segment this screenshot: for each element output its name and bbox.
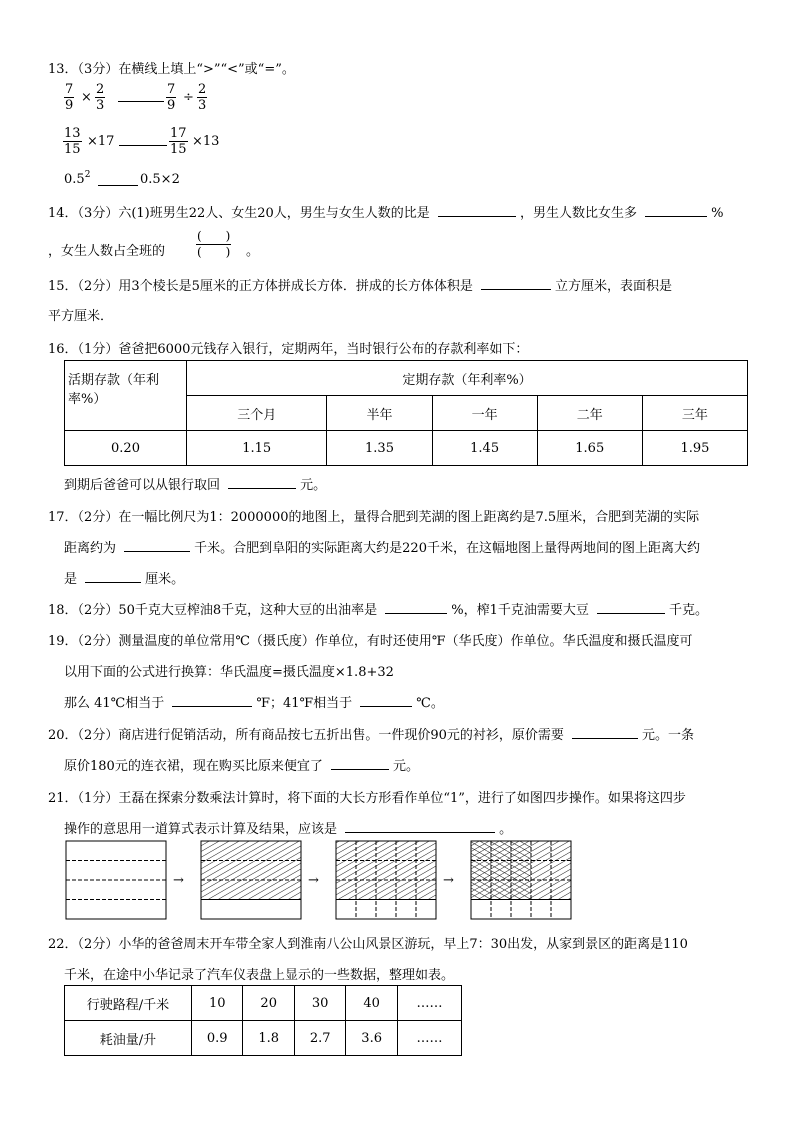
q13-right-expr: 0.5×2 [140,172,180,187]
q22-distance-cell: …… [397,986,461,1021]
q18-blank-kg[interactable] [597,600,665,614]
q22-fuel-cell: 2.7 [294,1021,345,1056]
q13-left-rest: ×17 [87,134,115,149]
q21-arrow-3: → [443,873,454,888]
q16-value-cell: 1.35 [327,431,432,466]
q20-line1: 20．（2分）商店进行促销活动，所有商品按七五折出售。一件现价90元的衬衫，原价需要 元。一条 [48,724,694,743]
q16-sub-header: 半年 [327,396,432,431]
q21-step2-rect [201,841,301,919]
q18-blank-rate[interactable] [385,600,447,614]
q20-line2: 原价180元的连衣裙，现在购买比原来便宜了 元。 [64,755,419,774]
q22-fuel-cell: 0.9 [192,1021,243,1056]
q22-row1-header: 行驶路程/千米 [65,986,192,1021]
q15-line1: 15．（2分）用3个棱长是5厘米的正方体拼成长方体．拼成的长方体体积是 立方厘米，表面积是 [48,275,672,294]
q16-value-cell: 1.45 [432,431,537,466]
q16-line2: 到期后爸爸可以从银行取回 元。 [64,474,326,493]
q21-step1-rect [66,841,166,919]
q17-blank-cm[interactable] [85,569,141,583]
q14-fraction-blank[interactable]: ( ) ( ) [197,229,231,259]
q22-distance-cell: 20 [243,986,294,1021]
q13-blank-3[interactable] [98,172,138,186]
q20-blank-saving[interactable] [331,756,389,770]
q13-frac-2-3-b: $\frac{2}{3}$ [198,82,207,113]
q18-line: 18．（2分）50千克大豆榨油8千克，这种大豆的出油率是 %，榨1千克油需要大豆 千克。 [48,599,708,618]
q22-fuel-cell: 1.8 [243,1021,294,1056]
q17-line3: 是 厘米。 [64,568,184,587]
q22-row2-header: 耗油量/升 [65,1021,192,1056]
q22-fuel-cell: …… [397,1021,461,1056]
q14-blank-ratio[interactable] [438,203,516,217]
q16-col0-header: 活期存款（年利率%） [65,361,187,431]
q22-fuel-table [64,985,462,1056]
q13-right-rest: ×13 [192,134,220,149]
q16-sub-header: 三个月 [187,396,327,431]
q21-line1: 21．（1分）王磊在探索分数乘法计算时，将下面的大长方形看作单位“1”，进行了如图四步操作。如果将这四步 [48,791,686,806]
q14-line2-b: 。 [246,244,260,259]
q19-line2: 以用下面的公式进行换算：华氏温度=摄氏温度×1.8+32 [64,665,394,680]
q20-blank-original[interactable] [572,725,638,739]
q14-blank-percent[interactable] [645,203,707,217]
q16-blank-amount[interactable] [228,475,296,489]
q21-arrow-1: → [173,873,184,888]
q17-line2: 距离约为 千米。合肥到阜阳的实际距离大约是220千米，在这幅地图上量得两地间的图上距离大约 [64,537,700,556]
q16-value-cell: 1.65 [537,431,642,466]
q16-value-cell: 0.20 [65,431,187,466]
q17-blank-km[interactable] [124,538,190,552]
q19-blank-f[interactable] [172,693,252,707]
q16-value-cell: 1.15 [187,431,327,466]
q16-value-cell: 1.95 [642,431,747,466]
q21-step3-rect [336,841,436,919]
q22-distance-cell: 40 [346,986,397,1021]
q16-sub-header: 三年 [642,396,747,431]
q14-line2-a: ，女生人数占全班的 [48,244,166,259]
q17-line1: 17．（2分）在一幅比例尺为1：2000000的地图上，量得合肥到芜湖的图上距离约是7.5厘米，合肥到芜湖的实际 [48,510,700,525]
q13-frac-17-15: $\frac{17}{15}$ [170,126,187,157]
q21-step-figure [64,838,584,923]
q15-blank-volume[interactable] [481,276,551,290]
q13-frac-2-3-a: $\frac{2}{3}$ [96,82,105,113]
q22-distance-cell: 30 [294,986,345,1021]
q19-blank-c[interactable] [360,693,412,707]
q13-blank-1[interactable] [118,88,164,102]
q16-line1: 16．（1分）爸爸把6000元钱存入银行，定期两年，当时银行公布的存款利率如下： [48,342,529,357]
q22-line1: 22．（2分）小华的爸爸周末开车带全家人到淮南八公山风景区游玩，早上7：30出发，从家到景区的距离是110 [48,937,688,952]
q13-left-power: $0.5^2$ [64,170,91,187]
q21-step4-rect [471,841,571,919]
q13-frac-7-9-b: $\frac{7}{9}$ [167,82,176,113]
q13-frac-7-9-a: $\frac{7}{9}$ [65,82,74,113]
q19-line3: 那么 41℃相当于 ℉；41℉相当于 ℃。 [64,692,444,711]
q22-fuel-cell: 3.6 [346,1021,397,1056]
q15-line2: 平方厘米． [48,309,114,324]
q22-distance-cell: 10 [192,986,243,1021]
q19-line1: 19．（2分）测量温度的单位常用℃（摄氏度）作单位，有时还使用℉（华氏度）作单位。华氏温度和摄氏温度可 [48,634,693,649]
q13-frac-13-15: $\frac{13}{15}$ [64,126,81,157]
q21-arrow-2: → [308,873,319,888]
q21-line2: 操作的意思用一道算式表示计算及结果，应该是 。 [64,818,512,837]
q16-group-header: 定期存款（年利率%） [187,361,748,396]
q13-text: 13．（3分）在横线上填上“>”“<”或“=”。 [48,62,295,77]
q13-blank-2[interactable] [119,132,167,146]
q22-line2: 千米，在途中小华记录了汽车仪表盘上显示的一些数据，整理如表。 [64,968,455,983]
q21-blank-expression[interactable] [345,819,495,833]
q16-sub-header: 二年 [537,396,642,431]
q13-op-times: × [81,90,92,105]
q14-line1: 14．（3分）六(1)班男生22人、女生20人，男生与女生人数的比是 ，男生人数比女生多 % [48,202,723,221]
q16-rate-table [64,360,748,466]
q16-sub-header: 一年 [432,396,537,431]
q13-op-divide: ÷ [183,90,194,105]
